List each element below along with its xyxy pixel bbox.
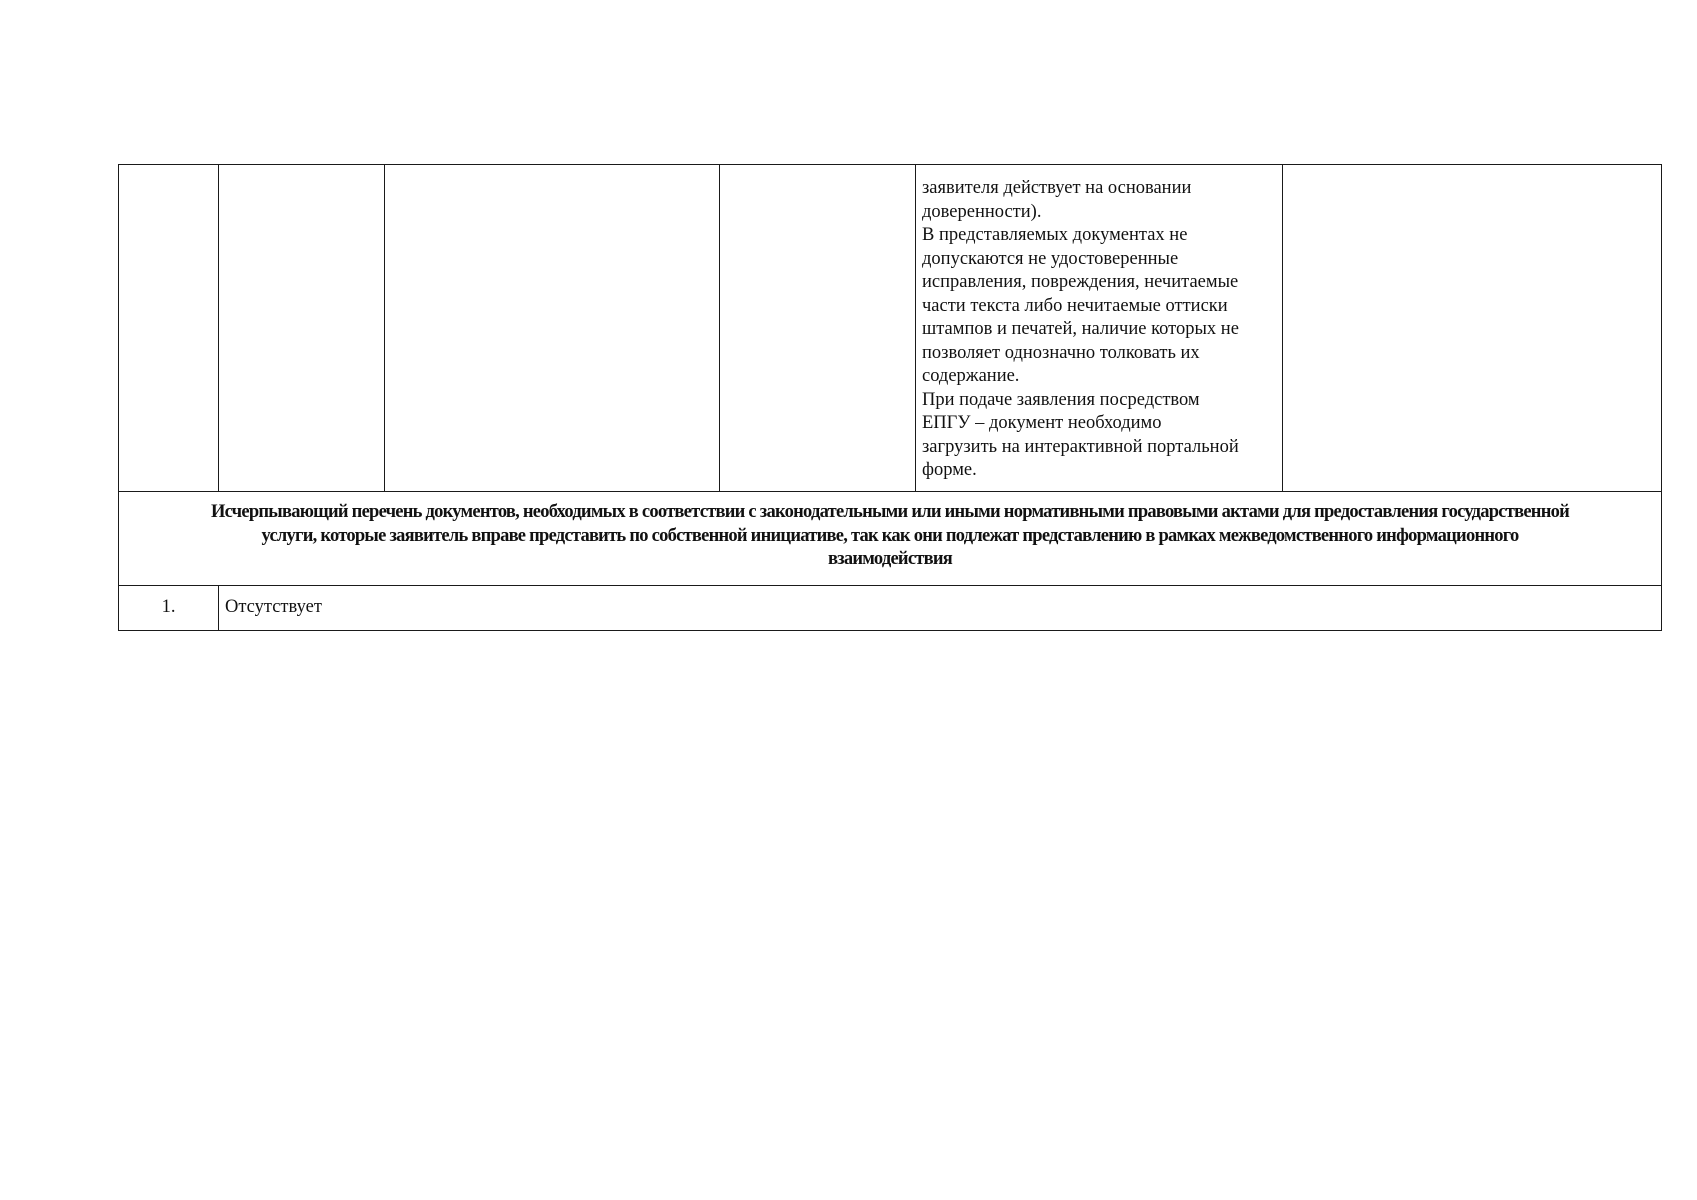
table-cell-number bbox=[119, 165, 219, 492]
requirements-text-line: При подаче заявления посредством bbox=[922, 389, 1200, 410]
section-heading-line: услуги, которые заявитель вправе представить по собственной инициативе, так как они подлежат представлению в рамках межведомственного информационного bbox=[261, 525, 1519, 546]
section-heading-line: взаимодействия bbox=[827, 549, 953, 570]
table-cell-document-name bbox=[385, 165, 720, 492]
table-cell-document-samples bbox=[1283, 165, 1662, 492]
item-text: Отсутствует bbox=[219, 585, 1662, 630]
requirements-text-line: доверенности). bbox=[922, 201, 1042, 222]
requirements-text-line: форме. bbox=[922, 460, 977, 480]
requirements-text-line: ЕПГУ – документ необходимо bbox=[922, 413, 1162, 433]
requirements-text-line: загрузить на интерактивной портальной bbox=[922, 436, 1239, 457]
requirements-text-line: заявителя действует на основании bbox=[922, 178, 1192, 198]
requirements-text-line: части текста либо нечитаемые оттиски bbox=[922, 295, 1228, 316]
requirements-text-line: позволяет однозначно толковать их bbox=[922, 342, 1200, 363]
requirements-text-line: исправления, повреждения, нечитаемые bbox=[922, 272, 1239, 292]
table-cell-document-requirements bbox=[916, 165, 1283, 492]
item-number: 1. bbox=[119, 585, 219, 630]
requirements-text-line: штампов и печатей, наличие которых не bbox=[922, 319, 1239, 339]
documents-table bbox=[118, 164, 1662, 631]
requirements-text-line: содержание. bbox=[922, 366, 1020, 386]
requirements-text-line: В представляемых документах не bbox=[922, 225, 1188, 245]
section-heading-line: Исчерпывающий перечень документов, необходимых в соответствии с законодательными или иными нормативными правовыми актами для предоставления государственной bbox=[210, 502, 1570, 523]
section-heading-row bbox=[119, 491, 1662, 585]
table-row bbox=[119, 585, 1662, 630]
table-cell-document-category bbox=[219, 165, 385, 492]
requirements-text-line: допускаются не удостоверенные bbox=[922, 248, 1179, 269]
section-heading bbox=[119, 491, 1662, 585]
table-cell-document-count bbox=[720, 165, 916, 492]
table-row bbox=[119, 165, 1662, 492]
